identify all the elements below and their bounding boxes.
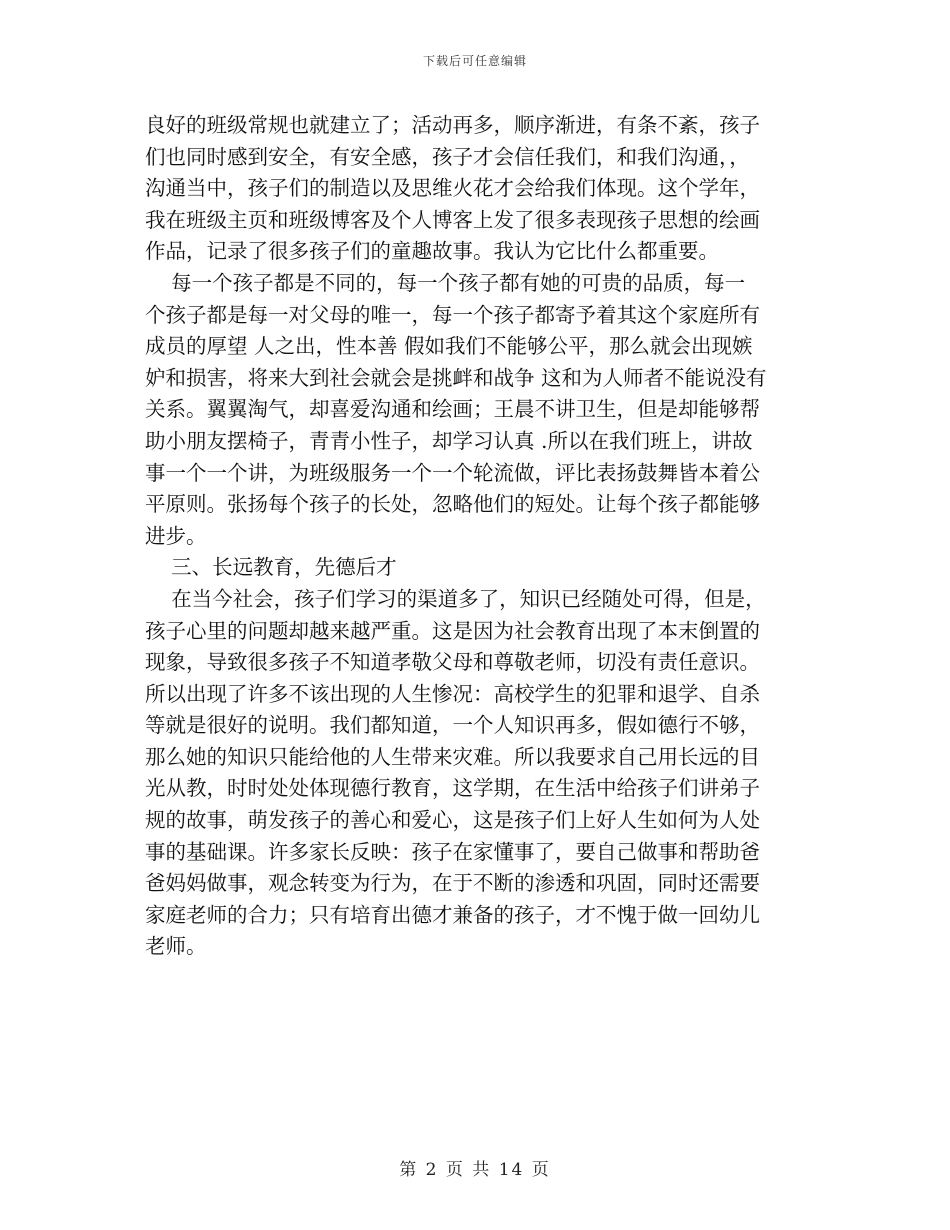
text-line: 在当今社会，孩子们学习的渠道多了，知识已经随处可得，但是， xyxy=(145,586,766,611)
text-line: 爸妈妈做事，观念转变为行为，在于不断的渗透和巩固，同时还需要 xyxy=(145,871,760,896)
text-line: 孩子心里的问题却越来越严重。这是因为社会教育出现了本末倒置的 xyxy=(145,618,760,643)
text-line: 规的故事，萌发孩子的善心和爱心，这是孩子们上好人生如何为人处 xyxy=(145,808,760,833)
document-body xyxy=(145,110,810,963)
text-line: 良好的班级常规也就建立了；活动再多，顺序渐进，有条不紊，孩子 xyxy=(145,113,760,137)
paragraph xyxy=(145,268,810,552)
text-line: 老师。 xyxy=(145,934,207,959)
text-line: 三、长远教育，先德后才 xyxy=(145,555,397,580)
text-line: 那么她的知识只能给他的人生带来灾难。所以我要求自己用长远的目 xyxy=(145,744,760,769)
text-line: 现象，导致很多孩子不知道孝敬父母和尊敬老师，切没有责任意识。 xyxy=(145,650,760,675)
paragraph xyxy=(145,584,810,963)
text-line: 沟通当中，孩子们的制造以及思维火花才会给我们体现。这个学年， xyxy=(145,176,760,201)
text-line: 成员的厚望 人之出，性本善 假如我们不能够公平，那么就会出现嫉 xyxy=(145,334,753,359)
text-line: 光从教，时时处处体现德行教育，这学期，在生活中给孩子们讲弟子 xyxy=(145,776,760,801)
text-line: 平原则。张扬每个孩子的长处，忽略他们的短处。让每个孩子都能够 xyxy=(145,492,760,517)
text-line: 我在班级主页和班级博客及个人博客上发了很多表现孩子思想的绘画 xyxy=(145,207,760,232)
text-line: 助小朋友摆椅子，青青小性子，却学习认真 .所以在我们班上，讲故 xyxy=(145,428,753,453)
text-line: 每一个孩子都是不同的，每一个孩子都有她的可贵的品质，每一 xyxy=(145,270,746,295)
page-number: 第 2 页 共 14 页 xyxy=(399,1160,551,1180)
paragraph xyxy=(145,110,810,268)
section-heading xyxy=(145,552,810,584)
text-line: 妒和损害，将来大到社会就会是挑衅和战争 这和为人师者不能说没有 xyxy=(145,365,767,390)
text-line: 作品，记录了很多孩子们的童趣故事。我认为它比什么都重要。 xyxy=(145,239,719,264)
text-line: 关系。翼翼淘气，却喜爱沟通和绘画；王晨不讲卫生，但是却能够帮 xyxy=(145,397,760,422)
text-line: 个孩子都是每一对父母的唯一，每一个孩子都寄予着其这个家庭所有 xyxy=(145,302,760,327)
text-line: 家庭老师的合力；只有培育出德才兼备的孩子，才不愧于做一回幼儿 xyxy=(145,902,760,927)
text-line: 事一个一个讲，为班级服务一个一个轮流做，评比表扬鼓舞皆本着公 xyxy=(145,460,760,485)
text-line: 事的基础课。许多家长反映：孩子在家懂事了，要自己做事和帮助爸 xyxy=(145,839,760,864)
text-line: 进步。 xyxy=(145,523,207,548)
text-line: 等就是很好的说明。我们都知道，一个人知识再多，假如德行不够， xyxy=(145,713,760,738)
text-line: 所以出现了许多不该出现的人生惨况：高校学生的犯罪和退学、自杀 xyxy=(145,681,760,706)
text-line: 们也同时感到安全，有安全感，孩子才会信任我们，和我们沟通，， xyxy=(145,144,750,169)
page-header: 下载后可任意编辑 xyxy=(422,54,527,68)
